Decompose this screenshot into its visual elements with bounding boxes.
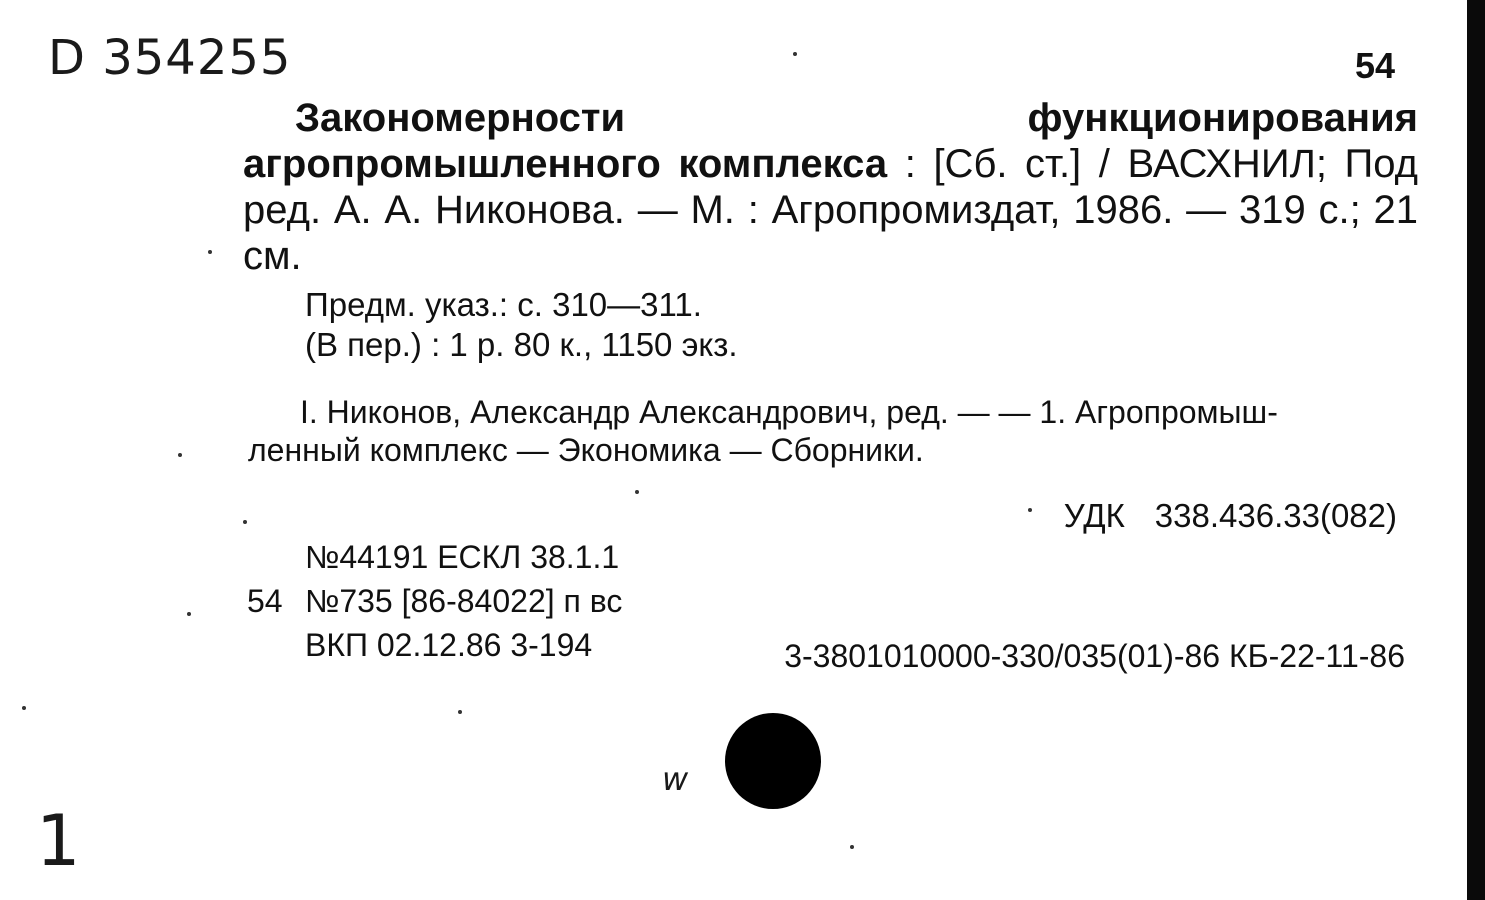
title: Закономерности функционирования агропромышленного комплекса: [243, 96, 1418, 186]
code-line: №44191 ЕСКЛ 38.1.1: [305, 539, 620, 575]
code-line: ВКП 02.12.86 3-194: [305, 627, 593, 663]
scan-speck: [1028, 508, 1032, 512]
page-number: 54: [1354, 45, 1395, 86]
udc-classification: [1064, 497, 1397, 535]
code-line-row: [247, 579, 623, 623]
scan-speck: [793, 52, 797, 56]
codes-prefix: 54: [247, 583, 283, 619]
subjects-line: ленный комплекс — Экономика — Сборники.: [248, 432, 924, 468]
handwritten-margin-mark: 1: [36, 800, 81, 882]
udc-value: 338.436.33(082): [1154, 497, 1397, 534]
note-line: Предм. указ.: с. 310—311.: [305, 286, 702, 323]
scan-speck: [635, 490, 639, 494]
scan-speck: [178, 453, 182, 457]
scan-speck: [22, 706, 26, 710]
scan-speck: [208, 250, 212, 254]
notes-block: [305, 285, 738, 365]
isbn-line: 3-3801010000-330/035(01)-86 КБ-22-11-86: [784, 638, 1405, 674]
description-text: : [Сб. ст.] / ВАСХНИЛ; Под ред. А. А. Никонова. — М. : Агропромиздат, 1986. — 319 с.; 21 см.: [243, 142, 1418, 278]
scan-speck: [458, 710, 462, 714]
scan-speck: [243, 520, 247, 524]
call-number: D 354255: [48, 30, 292, 86]
udc-label: УДК: [1063, 497, 1125, 534]
subjects-line: I. Никонов, Александр Александрович, ред. — — 1. Агропромыш-: [300, 394, 1278, 430]
handwritten-initials: w: [662, 760, 689, 798]
scan-speck: [187, 612, 191, 616]
subject-headings: [248, 393, 1423, 469]
code-line: №735 [86-84022] п вс: [305, 583, 623, 619]
bibliographic-description: [243, 95, 1418, 279]
scan-speck: [850, 845, 854, 849]
stamp-dot: [725, 713, 821, 809]
note-line: (В пер.) : 1 р. 80 к., 1150 экз.: [305, 326, 738, 363]
catalog-codes: [247, 535, 623, 667]
